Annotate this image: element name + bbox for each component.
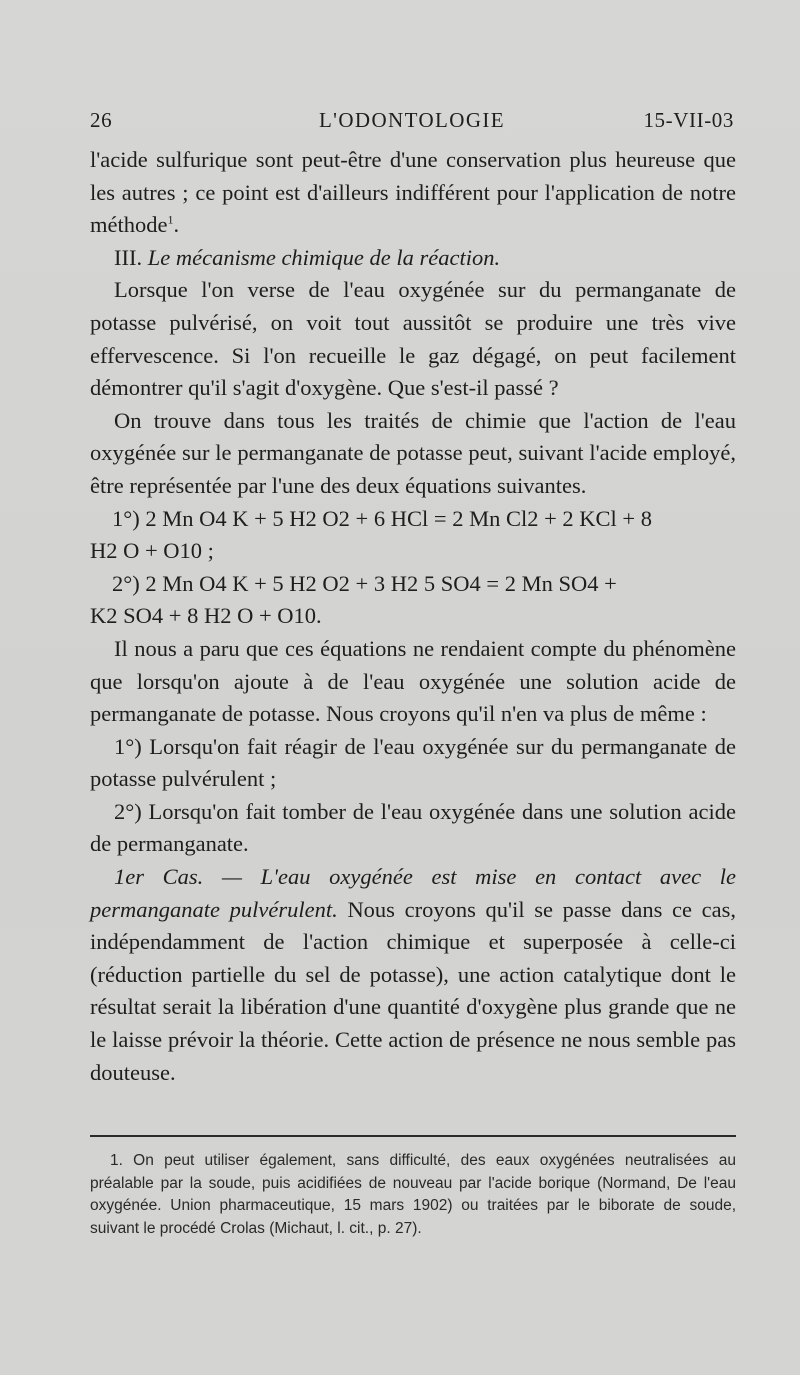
footnote-rule xyxy=(90,1135,736,1137)
paragraph: On trouve dans tous les traités de chimie que l'action de l'eau oxygénée sur le permanganate de potasse peut, suivant l'acide employé, être représentée par l'une des deux équations suivantes. xyxy=(90,407,736,498)
list-item: 2°) Lorsqu'on fait tomber de l'eau oxygénée dans une solution acide de permanganate. xyxy=(90,798,736,857)
running-header xyxy=(90,108,734,140)
journal-title: L'ODONTOLOGIE xyxy=(318,108,506,132)
body-text xyxy=(90,144,736,1089)
paragraph: l'acide sulfurique sont peut-être d'une conservation plus heureuse que les autres ; ce point est d'ailleurs indifférent pour l'application de notre méthode$^1$. xyxy=(90,147,736,238)
equation-continued: K2 SO4 + 8 H2 O + O10. xyxy=(90,603,322,629)
case-heading: 1er Cas. — L'eau oxygénée est mise en contact avec le permanganate pulvérulent. xyxy=(90,864,736,922)
equation: 2°) 2 Mn O4 K + 5 H2 O2 + 3 H2 5 SO4 = 2 Mn SO4 + xyxy=(112,570,617,596)
list-item: 1°) Lorsqu'on fait réagir de l'eau oxygénée sur du permanganate de potasse pulvérulent ; xyxy=(90,733,736,792)
equation-continued: H2 O + O10 ; xyxy=(90,538,214,564)
issue-date: 15-VII-03 xyxy=(643,108,734,132)
section-title: Le mécanisme chimique de la réaction. xyxy=(147,244,501,270)
section-heading: III. Le mécanisme chimique de la réaction. xyxy=(114,244,501,270)
paragraph: Il nous a paru que ces équations ne rendaient compte du phénomène que lorsqu'on ajoute à de l'eau oxygénée une solution acide de permanganate de potasse. Nous croyons qu'il n'en va plus de même : xyxy=(90,635,736,727)
footnote-marker: 1 xyxy=(167,212,174,227)
footnote: 1. On peut utiliser également, sans difficulté, des eaux oxygénées neutralisées au préalable par la soude, puis acidifiées de nouveau par l'acide borique (Normand, De l'eau oxygénée. Union pharmaceutique, 15 mars 1902) ou traitées par le biborate de soude, suivant le procédé Crolas (Michaut, l. cit., p. 27). xyxy=(90,1152,736,1237)
equation: 1°) 2 Mn O4 K + 5 H2 O2 + 6 HCl = 2 Mn Cl2 + 2 KCl + 8 xyxy=(112,505,652,531)
paragraph: 1er Cas. — L'eau oxygénée est mise en contact avec le permanganate pulvérulent. Nous croyons qu'il se passe dans ce cas, indépendamment de l'action chimique et superposée à celle-ci (réduction partielle du sel de potasse), une action catalytique dont le résultat serait la libération d'une quantité d'oxygène plus grande que ne le laisse prévoir la théorie. Cette action de présence ne nous semble pas douteuse. xyxy=(90,864,736,1085)
paragraph: Lorsque l'on verse de l'eau oxygénée sur du permanganate de potasse pulvérisé, on voit tout aussitôt se produire une très vive effervescence. Si l'on recueille le gaz dégagé, on peut facilement démontrer qu'il s'agit d'oxygène. Que s'est-il passé ? xyxy=(90,277,736,401)
page-number: 26 xyxy=(90,108,113,132)
